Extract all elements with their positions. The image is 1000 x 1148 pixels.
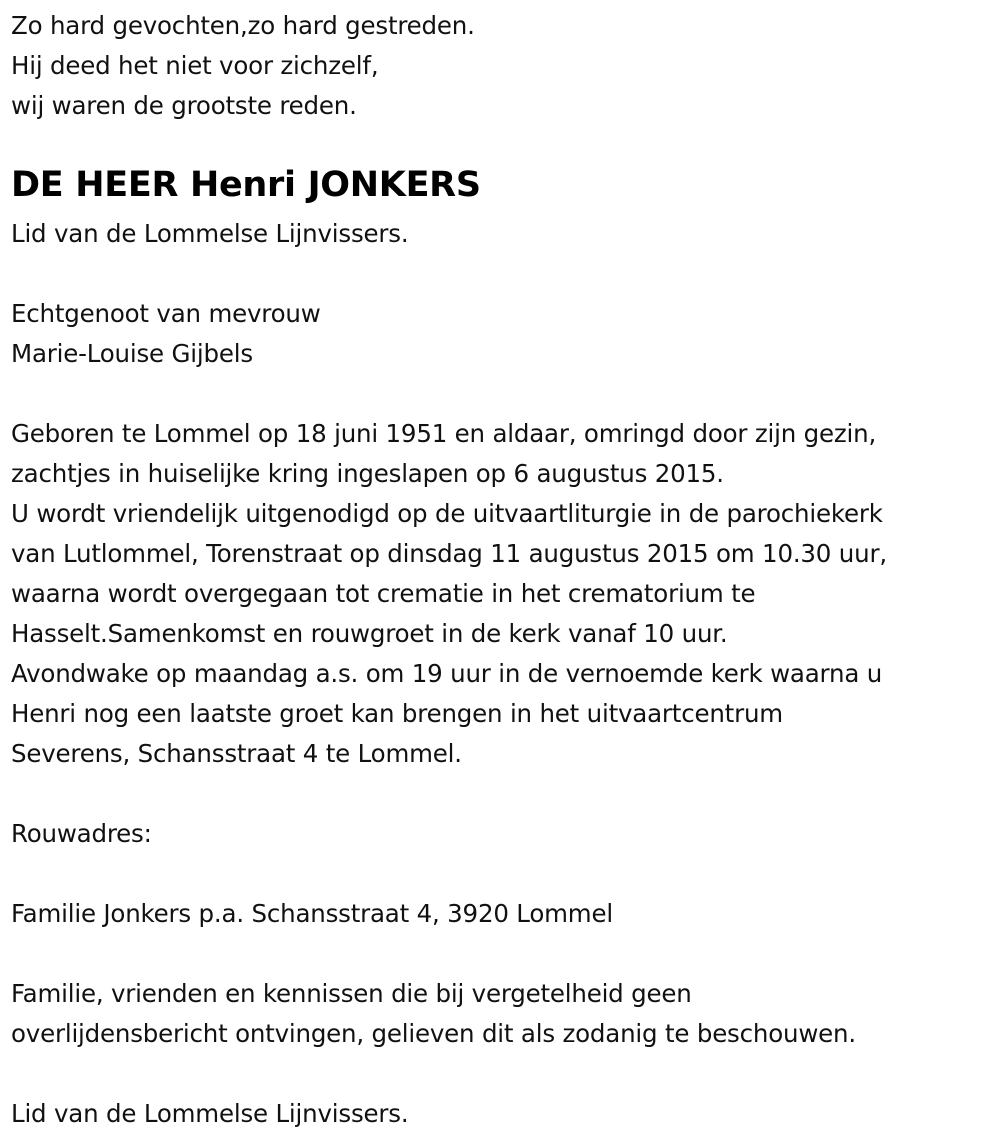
membership-subtitle: Lid van de Lommelse Lijnvissers. <box>11 219 409 248</box>
poem-line-1: Zo hard gevochten,zo hard gestreden. <box>11 11 475 40</box>
notice-line-1: Familie, vrienden en kennissen die bij vergetelheid geen <box>11 979 692 1008</box>
announcement-line-7: Avondwake op maandag a.s. om 19 uur in de vernoemde kerk waarna u <box>11 659 883 688</box>
poem-line-3: wij waren de grootste reden. <box>11 91 357 120</box>
announcement-line-8: Henri nog een laatste groet kan brengen in het uitvaartcentrum <box>11 699 783 728</box>
announcement-line-4: van Lutlommel, Torenstraat op dinsdag 11 augustus 2015 om 10.30 uur, <box>11 539 887 568</box>
deceased-name-title: DE HEER Henri JONKERS <box>11 165 481 205</box>
spouse-line-1: Echtgenoot van mevrouw <box>11 299 321 328</box>
announcement-line-5: waarna wordt overgegaan tot crematie in het crematorium te <box>11 579 756 608</box>
notice-line-2: overlijdensbericht ontvingen, gelieven dit als zodanig te beschouwen. <box>11 1019 856 1048</box>
announcement-line-1: Geboren te Lommel op 18 juni 1951 en aldaar, omringd door zijn gezin, <box>11 419 877 448</box>
announcement-line-3: U wordt vriendelijk uitgenodigd op de uitvaartliturgie in de parochiekerk <box>11 499 883 528</box>
rouwadres-address: Familie Jonkers p.a. Schansstraat 4, 3920 Lommel <box>11 899 613 928</box>
footer-membership: Lid van de Lommelse Lijnvissers. <box>11 1099 409 1128</box>
poem-line-2: Hij deed het niet voor zichzelf, <box>11 51 379 80</box>
announcement-line-2: zachtjes in huiselijke kring ingeslapen op 6 augustus 2015. <box>11 459 724 488</box>
announcement-line-9: Severens, Schansstraat 4 te Lommel. <box>11 739 462 768</box>
announcement-line-6: Hasselt.Samenkomst en rouwgroet in de kerk vanaf 10 uur. <box>11 619 728 648</box>
spouse-line-2: Marie-Louise Gijbels <box>11 339 253 368</box>
rouwadres-label: Rouwadres: <box>11 819 152 848</box>
